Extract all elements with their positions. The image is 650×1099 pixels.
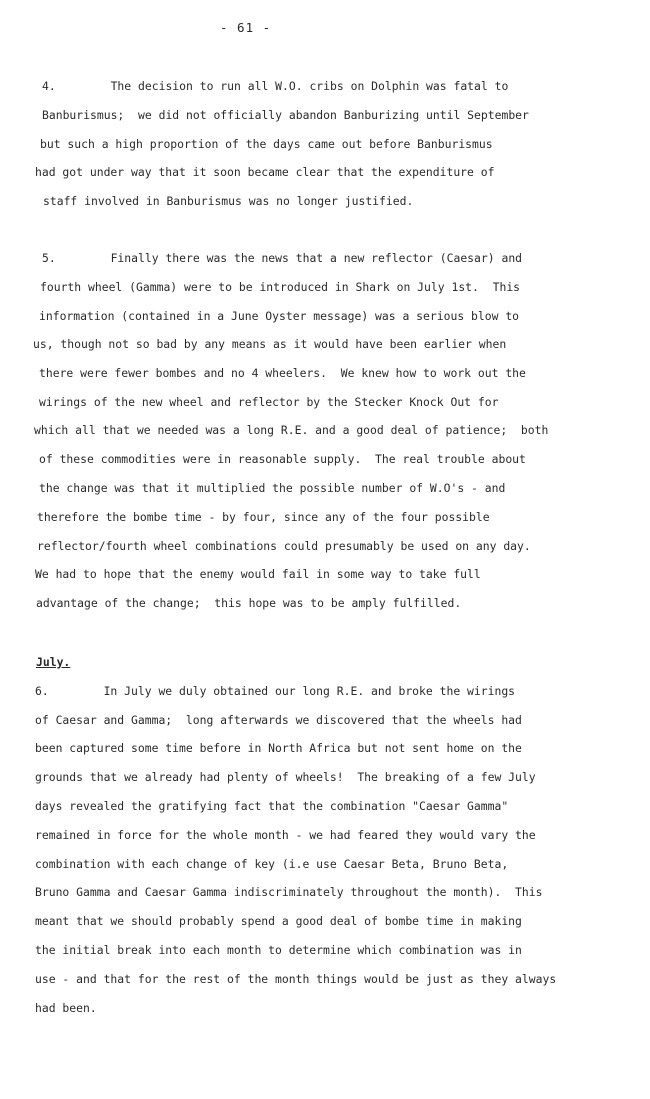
paragraph-line: meant that we should probably spend a good deal of bombe time in making [35,914,522,928]
paragraph-line: information (contained in a June Oyster message) was a serious blow to [39,309,520,323]
paragraph-line: us, though not so bad by any means as it would have been earlier when [33,337,507,351]
paragraph-line: grounds that we already had plenty of wheels! The breaking of a few July [35,770,536,784]
paragraph-line: of Caesar and Gamma; long afterwards we discovered that the wheels had [35,713,522,727]
paragraph-line: been captured some time before in North Africa but not sent home on the [35,741,522,755]
paragraph-line: wirings of the new wheel and reflector by the Stecker Knock Out for [39,395,499,409]
paragraph-line: We had to hope that the enemy would fail in some way to take full [35,567,481,581]
page-number: - 61 - [220,20,272,35]
paragraph-line: had got under way that it soon became clear that the expenditure of [35,165,495,179]
paragraph-line: fourth wheel (Gamma) were to be introduced in Shark on July 1st. This [40,280,521,294]
paragraph-line: the initial break into each month to determine which combination was in [35,943,522,957]
paragraph-line: 4. The decision to run all W.O. cribs on Dolphin was fatal to [42,79,509,93]
paragraph-line: combination with each change of key (i.e use Caesar Beta, Bruno Beta, [35,857,509,871]
paragraph-line: Bruno Gamma and Caesar Gamma indiscriminately throughout the month). This [35,885,543,899]
paragraph-line: Banburismus; we did not officially abandon Banburizing until September [42,108,529,122]
paragraph-line: reflector/fourth wheel combinations could presumably be used on any day. [37,539,531,553]
paragraph-line: days revealed the gratifying fact that the combination "Caesar Gamma" [35,799,509,813]
paragraph-line: 5. Finally there was the news that a new reflector (Caesar) and [42,251,523,265]
paragraph-line: had been. [35,1001,97,1015]
paragraph-line: remained in force for the whole month - we had feared they would vary the [35,828,536,842]
paragraph-line: of these commodities were in reasonable supply. The real trouble about [39,452,526,466]
paragraph-line: but such a high proportion of the days came out before Banburismus [40,137,493,151]
paragraph-line: there were fewer bombes and no 4 wheelers. We knew how to work out the [39,366,526,380]
paragraph-line: advantage of the change; this hope was to be amply fulfilled. [36,596,462,610]
paragraph-line: the change was that it multiplied the possible number of W.O's - and [39,481,506,495]
paragraph-line: which all that we needed was a long R.E. and a good deal of patience; both [34,423,549,437]
paragraph-line: use - and that for the rest of the month things would be just as they always [35,972,557,986]
paragraph-line: 6. In July we duly obtained our long R.E. and broke the wirings [35,684,516,698]
paragraph-line: staff involved in Banburismus was no longer justified. [43,194,414,208]
paragraph-line: therefore the bombe time - by four, since any of the four possible [37,510,490,524]
section-heading: July. [36,655,71,669]
